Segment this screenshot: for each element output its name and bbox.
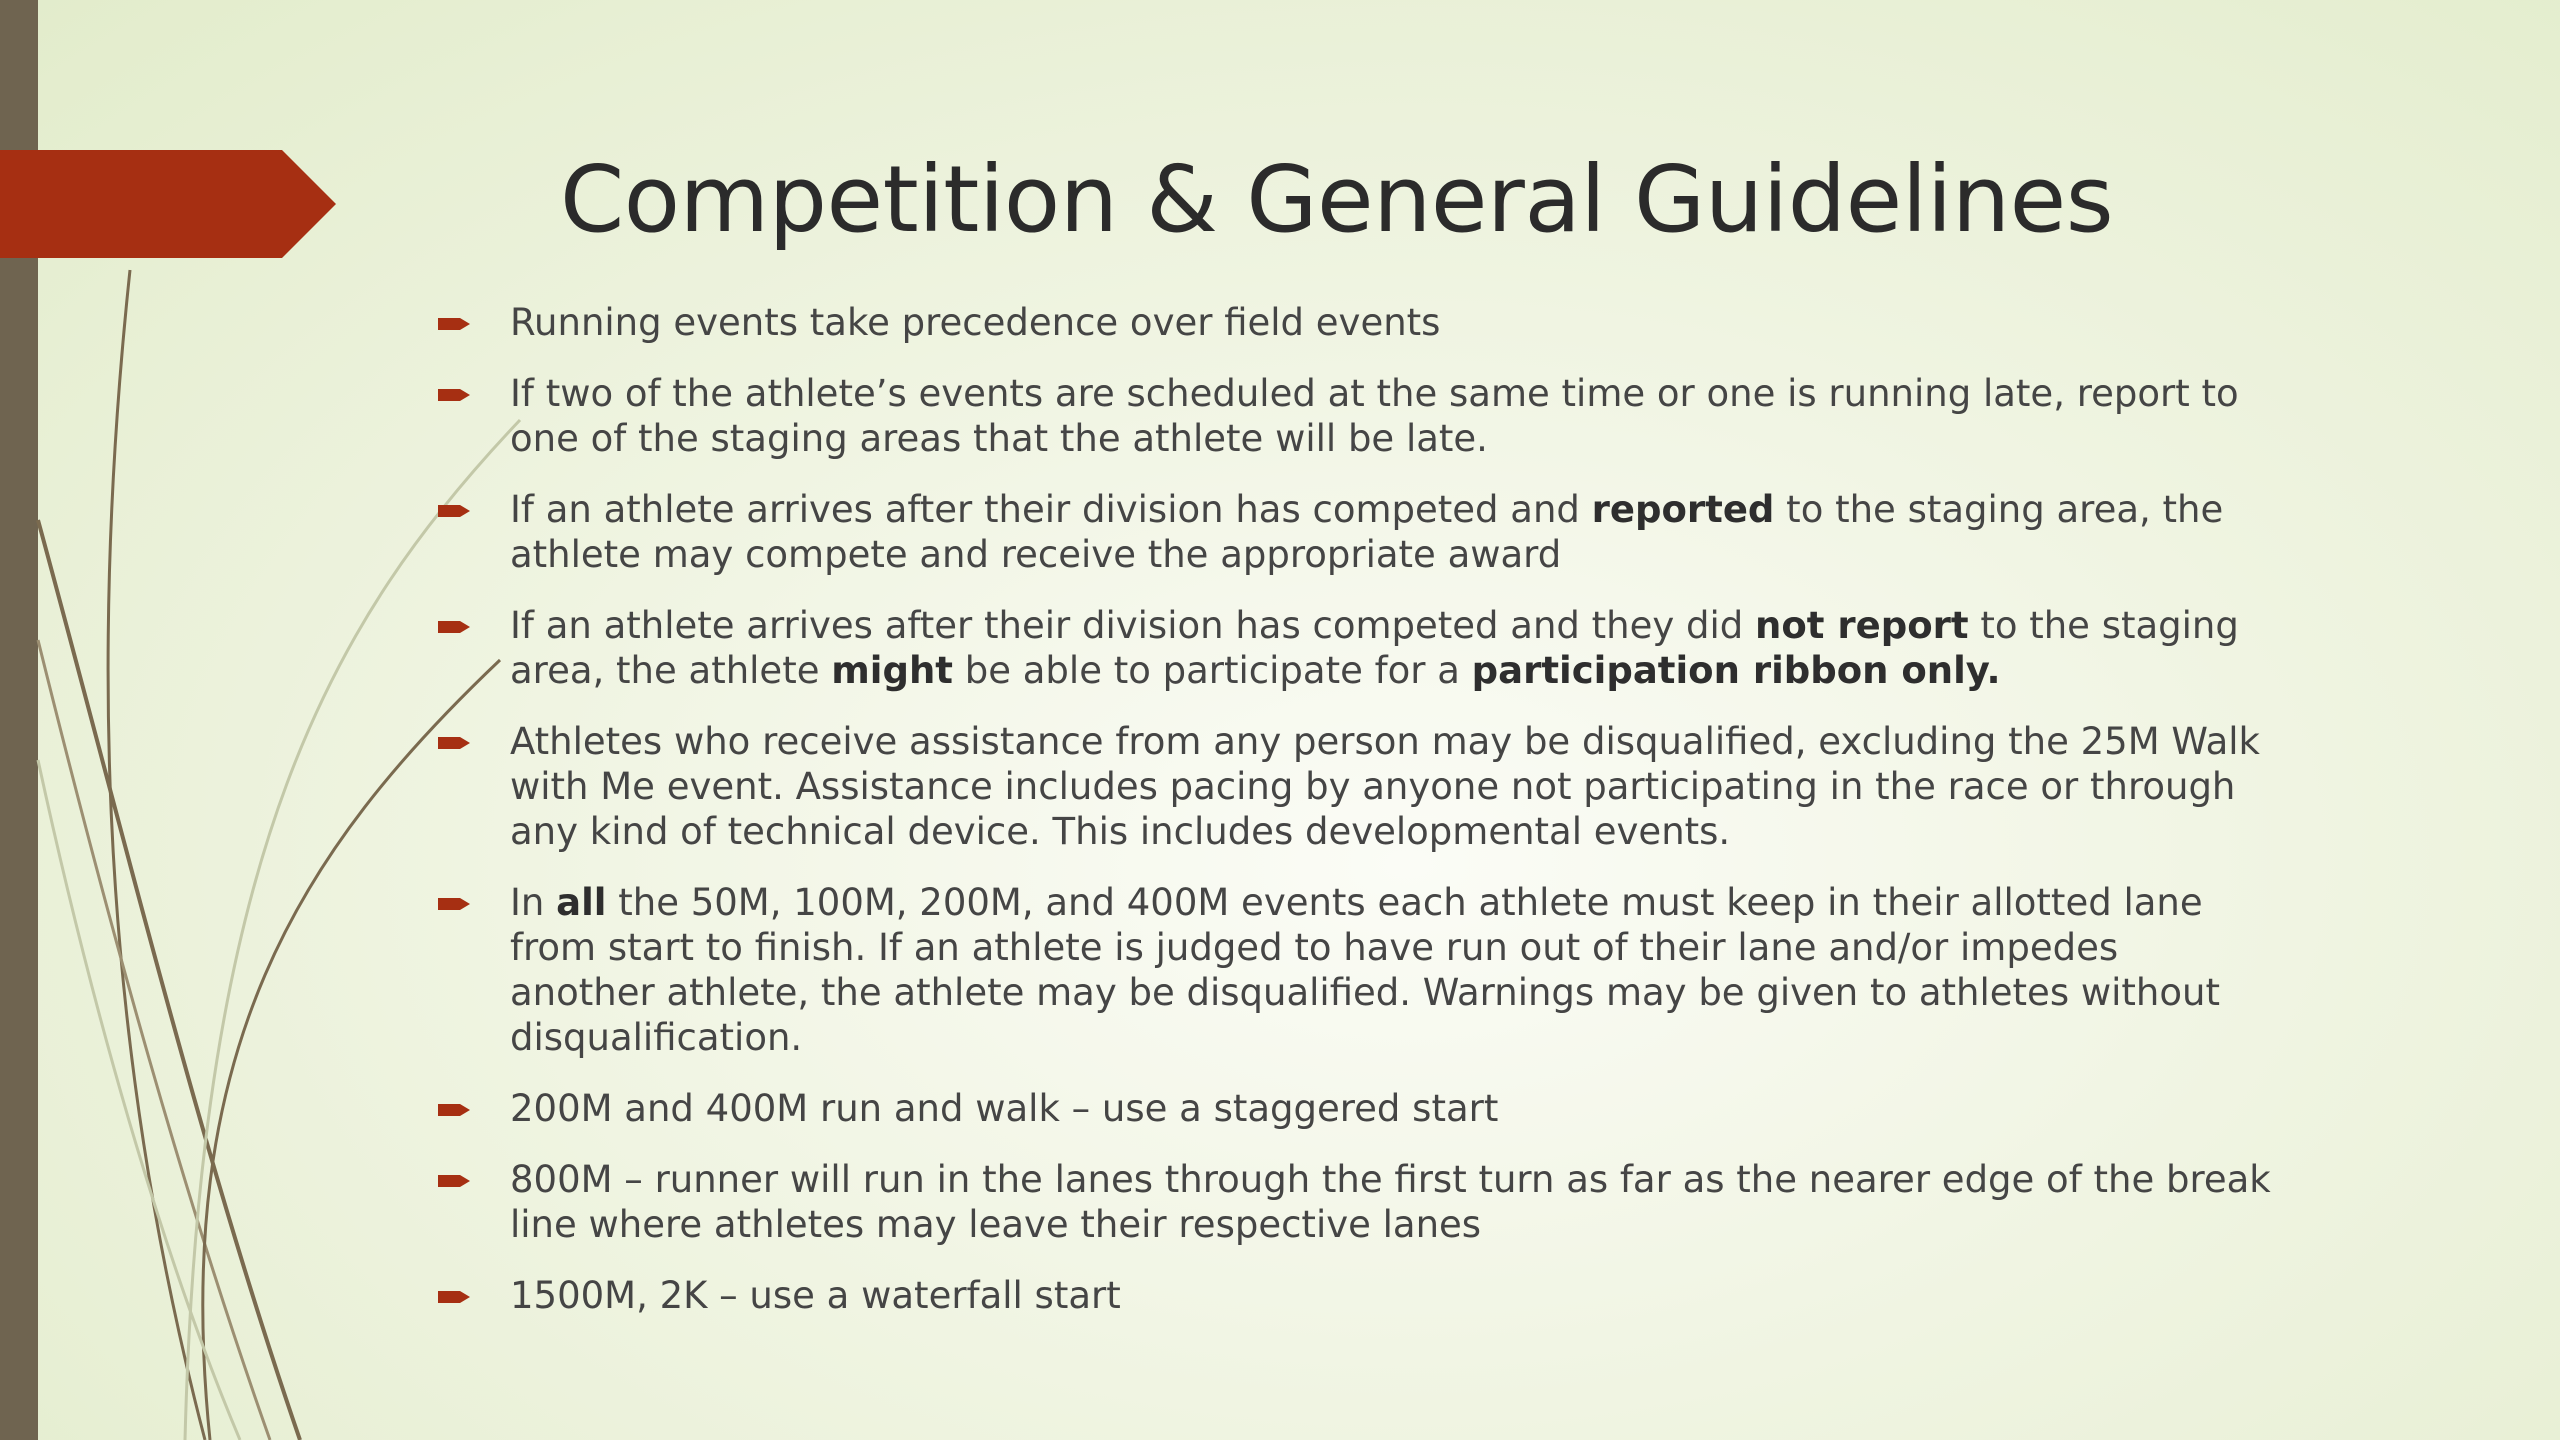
arrow-bullet-icon [438,1289,472,1305]
arrow-bullet-icon [438,1102,472,1118]
bullet-text [510,1274,1121,1317]
bullet-text [510,301,1440,344]
arrow-bullet-icon [438,316,472,332]
bullet-text-segment: to the staging area, the athlete may compete and receive the appropriate award [510,488,2224,576]
bullet-item [434,1086,2274,1131]
bullet-item [434,719,2274,854]
bullet-text [510,1158,2271,1246]
bullet-text [510,881,2220,1059]
bullet-text-segment: If two of the athlete’s events are scheduled at the same time or one is running late, report to one of the staging areas that the athlete will be late. [510,372,2239,460]
bullet-text-bold: reported [1591,488,1775,531]
bullet-text-segment: to the staging area, the athlete [510,604,2239,692]
bullet-item [434,880,2274,1060]
bullet-text-segment: 1500M, 2K – use a waterfall start [510,1274,1121,1317]
bullet-item [434,487,2274,577]
arrow-bullet-icon [438,1173,472,1189]
bullet-item [434,603,2274,693]
bullet-text-bold: participation ribbon only. [1471,649,2001,692]
bullet-item [434,1157,2274,1247]
arrow-bullet-icon [438,896,472,912]
bullet-text-bold: might [831,649,953,692]
bullet-item [434,371,2274,461]
bullet-text-segment: In [510,881,557,924]
bullet-text [510,1087,1498,1130]
bullet-text [510,372,2239,460]
arrow-bullet-icon [438,387,472,403]
bullet-text-segment: 800M – runner will run in the lanes through the first turn as far as the nearer edge of the break line where athletes may leave their respective lanes [510,1158,2271,1246]
bullet-list [434,300,2274,1344]
bullet-text-segment: If an athlete arrives after their division has competed and they did [510,604,1756,647]
arrow-banner-icon [0,150,336,258]
bullet-text-segment: Running events take precedence over field events [510,301,1441,344]
bullet-text-segment: 200M and 400M run and walk – use a staggered start [510,1087,1499,1130]
arrow-bullet-icon [438,735,472,751]
bullet-text-bold: all [556,881,607,924]
bullet-text [510,720,2260,853]
bullet-item [434,300,2274,345]
bullet-text-segment: If an athlete arrives after their division has competed and [510,488,1592,531]
bullet-text [510,604,2239,692]
bullet-text-segment: the 50M, 100M, 200M, and 400M events each athlete must keep in their allotted lane from start to finish. If an athlete is judged to have run out of their lane and/or impedes another athlete, the athlete may be disqualified. Warnings may be given to athletes without disqualification. [510,881,2220,1059]
arrow-bullet-icon [438,619,472,635]
bullet-text-segment: Athletes who receive assistance from any person may be disqualified, excluding the 25M Walk with Me event. Assistance includes pacing by anyone not participating in the race or through any kind of technical device. This includes developmental events. [510,720,2260,853]
bullet-text-segment: be able to participate for a [952,649,1472,692]
arrow-bullet-icon [438,503,472,519]
slide-title: Competition & General Guidelines [560,146,2114,253]
bullet-text-bold: not report [1755,604,1969,647]
bullet-text [510,488,2223,576]
bullet-item [434,1273,2274,1318]
